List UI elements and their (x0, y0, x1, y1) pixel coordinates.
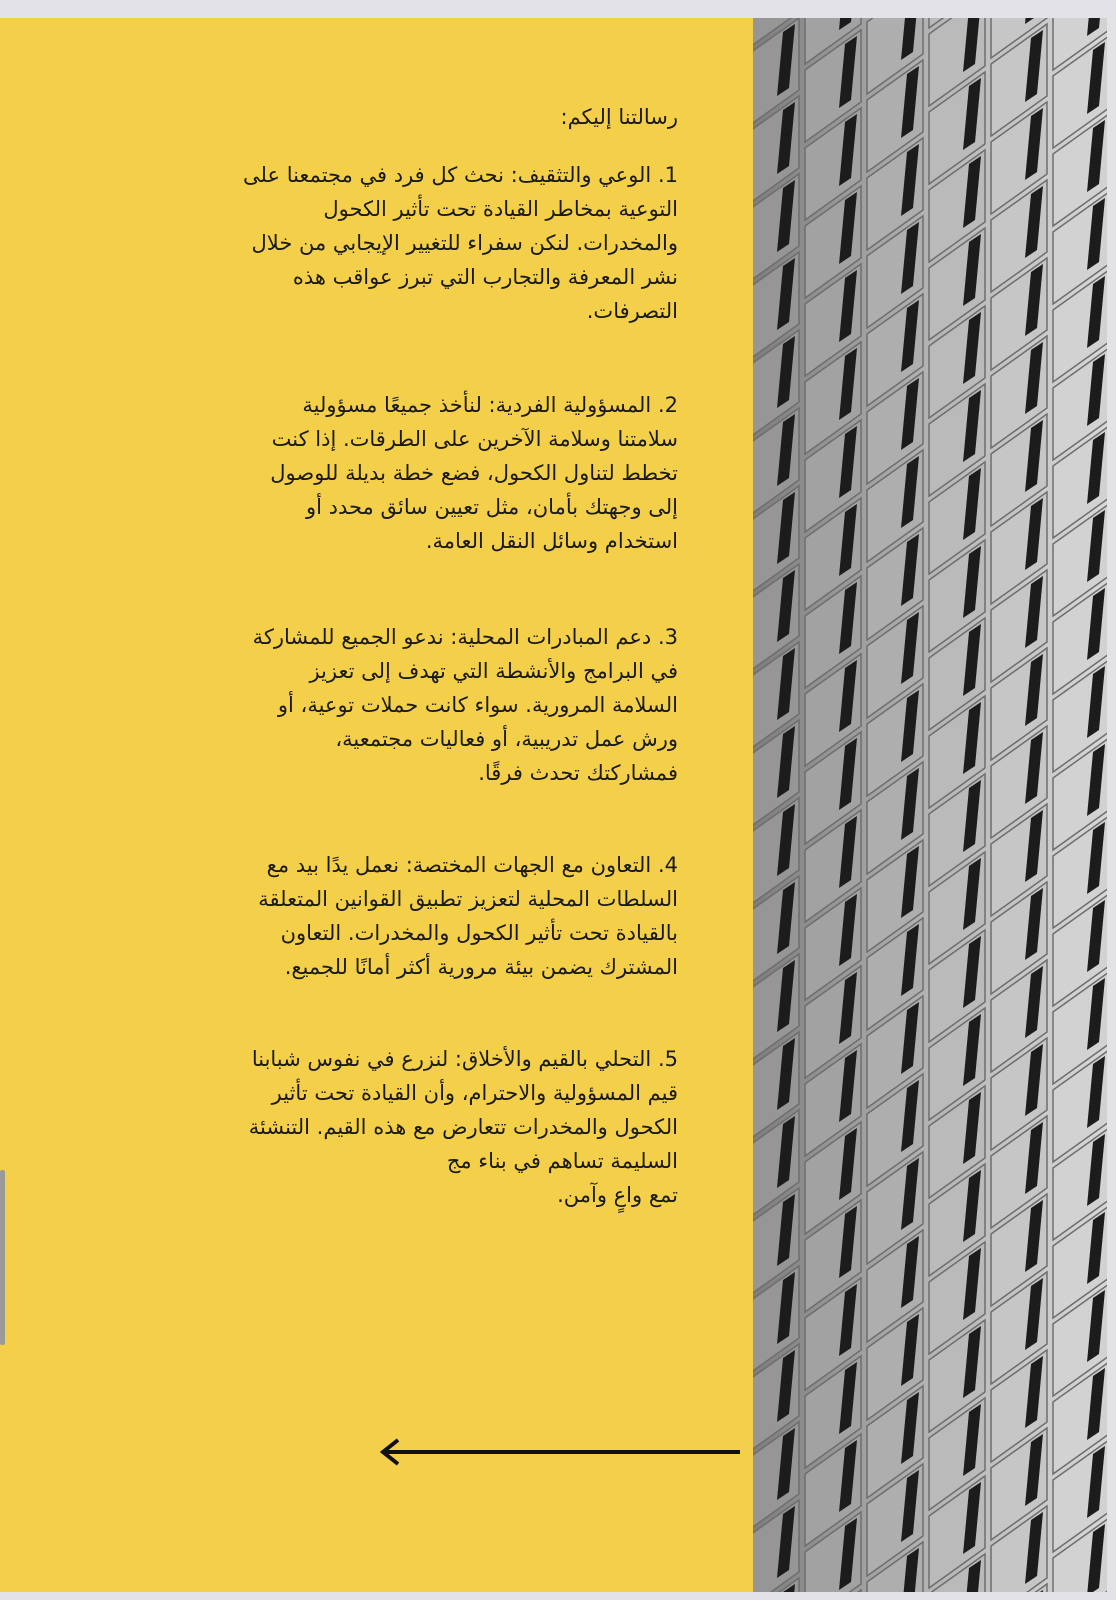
message-heading: رسالتنا إليكم: (560, 105, 678, 129)
building-facade-photo (753, 18, 1107, 1592)
left-arrow-icon (378, 1438, 743, 1466)
scroll-handle[interactable] (0, 1170, 5, 1345)
paragraph-values: 5. التحلي بالقيم والأخلاق: لنزرع في نفوس شبابنا قيم المسؤولية والاحترام، وأن القيادة تحت تأثير الكحول والمخدرات تتعارض مع هذه القيم. التنشئة السليمة تساهم في بناء مج تمع واعٍ وآمن. (248, 1047, 678, 1207)
document-page (0, 18, 1107, 1592)
paragraph-local-initiatives: 3. دعم المبادرات المحلية: ندعو الجميع للمشاركة في البرامج والأنشطة التي تهدف إلى تعزيز السلامة المرورية. سواء كانت حملات توعية، أو ورش عمل تدريبية، أو فعاليات مجتمعية، فمشاركتك تحدث فرقًا. (252, 625, 678, 785)
paragraph-awareness: 1. الوعي والتثقيف: نحث كل فرد في مجتمعنا على التوعية بمخاطر القيادة تحت تأثير الكحول والمخدرات. لنكن سفراء للتغيير الإيجابي من خلال نشر المعرفة والتجارب التي تبرز عواقب هذه التصرفات. (243, 163, 678, 323)
paragraph-responsibility: 2. المسؤولية الفردية: لنأخذ جميعًا مسؤولية سلامتنا وسلامة الآخرين على الطرقات. إذا كنت تخطط لتناول الكحول، فضع خطة بديلة للوصول إلى وجهتك بأمان، مثل تعيين سائق محدد أو استخدام وسائل النقل العامة. (270, 393, 678, 553)
paragraph-cooperation: 4. التعاون مع الجهات المختصة: نعمل يدًا بيد مع السلطات المحلية لتعزيز تطبيق القوانين المتعلقة بالقيادة تحت تأثير الكحول والمخدرات. التعاون المشترك يضمن بيئة مرورية أكثر أمانًا للجميع. (258, 853, 678, 979)
message-text-column (150, 100, 678, 1212)
